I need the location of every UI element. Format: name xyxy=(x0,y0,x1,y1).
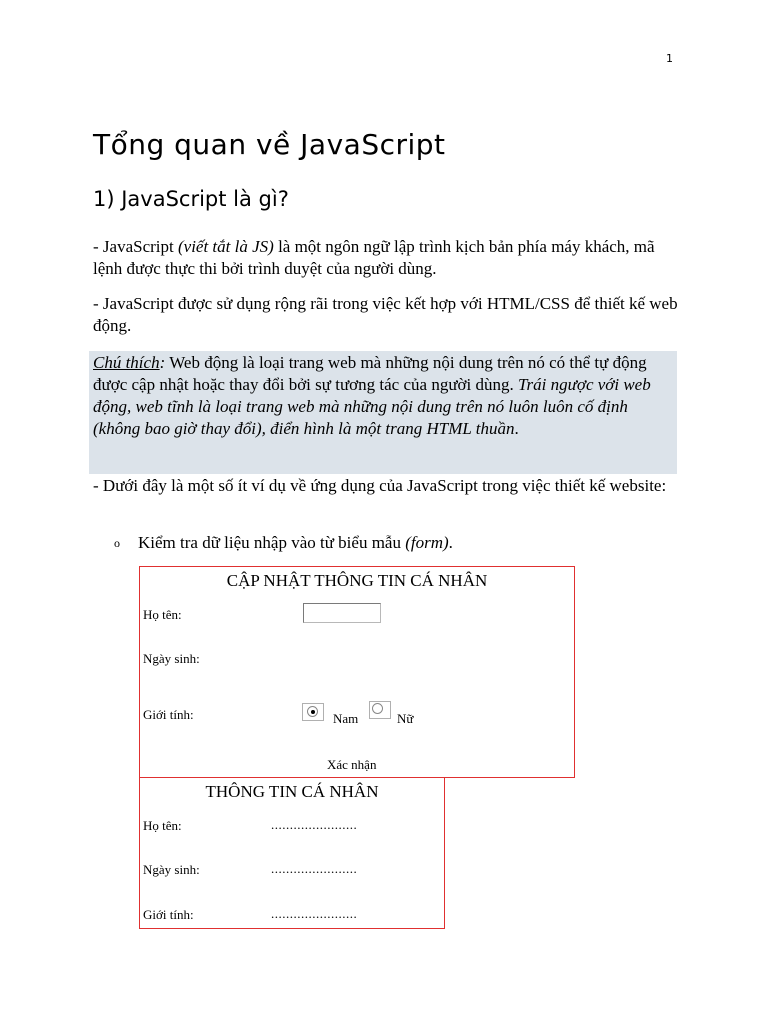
radio-male[interactable] xyxy=(302,703,324,721)
display-form-title: THÔNG TIN CÁ NHÂN xyxy=(205,782,379,801)
note-dynamic-web: Web động là loại trang web mà những nội dung trên nó có thể tự động được cập nhật hoặc thay đổi bởi sự tương tác của người dùng. xyxy=(93,353,647,394)
display-name-label: Họ tên: xyxy=(143,818,182,833)
paragraph-js-usage: - JavaScript được sử dụng rộng rãi trong việc kết hợp với HTML/CSS để thiết kế web động. xyxy=(93,294,678,335)
name-input[interactable] xyxy=(303,603,381,623)
para1-prefix: - JavaScript xyxy=(93,237,178,256)
dob-label: Ngày sinh: xyxy=(143,651,200,666)
note-static-web: Trái ngược với web động, web tĩnh là loại trang web mà những nội dung trên nó luôn luôn cố định (không bao giờ thay đổi), điển hình là một trang HTML thuần xyxy=(93,375,651,438)
display-gender-value: ....................... xyxy=(271,906,358,921)
paragraph-js-definition xyxy=(93,236,683,280)
display-dob-label: Ngày sinh: xyxy=(143,862,200,877)
note-colon: : xyxy=(159,353,166,372)
display-gender-label: Giới tính: xyxy=(143,907,194,922)
female-label: Nữ xyxy=(397,711,414,726)
bullet-marker: o xyxy=(114,536,120,550)
name-label: Họ tên: xyxy=(143,607,182,622)
note-end: . xyxy=(514,419,519,438)
document-title: Tổng quan về JavaScript xyxy=(93,128,446,161)
display-name-value: ....................... xyxy=(271,817,358,832)
note-paragraph xyxy=(93,352,675,440)
male-label: Nam xyxy=(333,711,359,726)
section-heading: 1) JavaScript là gì? xyxy=(93,187,289,211)
bullet-end: . xyxy=(448,533,453,552)
para1-abbrev-note: (viết tắt là JS) xyxy=(177,237,274,256)
update-info-form xyxy=(139,566,575,778)
bullet-form-validation xyxy=(114,532,453,554)
note-label: Chú thích xyxy=(93,353,160,372)
update-form-title: CẬP NHẬT THÔNG TIN CÁ NHÂN xyxy=(226,571,488,590)
para1-rest: là một ngôn ngữ lập trình kịch bản phía máy khách, mã lệnh được thực thi bởi trình duyệt của người dùng. xyxy=(93,237,655,278)
radio-female[interactable] xyxy=(369,701,391,719)
page-number: 1 xyxy=(666,52,673,65)
radio-male-circle xyxy=(307,706,318,717)
display-info-form xyxy=(139,777,445,929)
display-dob-value: ....................... xyxy=(271,861,358,876)
bullet-text: Kiểm tra dữ liệu nhập vào từ biểu mẫu xyxy=(138,533,406,552)
submit-button[interactable]: Xác nhận xyxy=(327,757,377,772)
radio-male-dot xyxy=(311,710,315,714)
bullet-form-word: (form) xyxy=(405,533,449,552)
paragraph-examples-intro: - Dưới đây là một số ít ví dụ về ứng dụng của JavaScript trong việc thiết kế website: xyxy=(93,476,667,495)
gender-label: Giới tính: xyxy=(143,707,194,722)
radio-female-circle xyxy=(372,703,383,714)
